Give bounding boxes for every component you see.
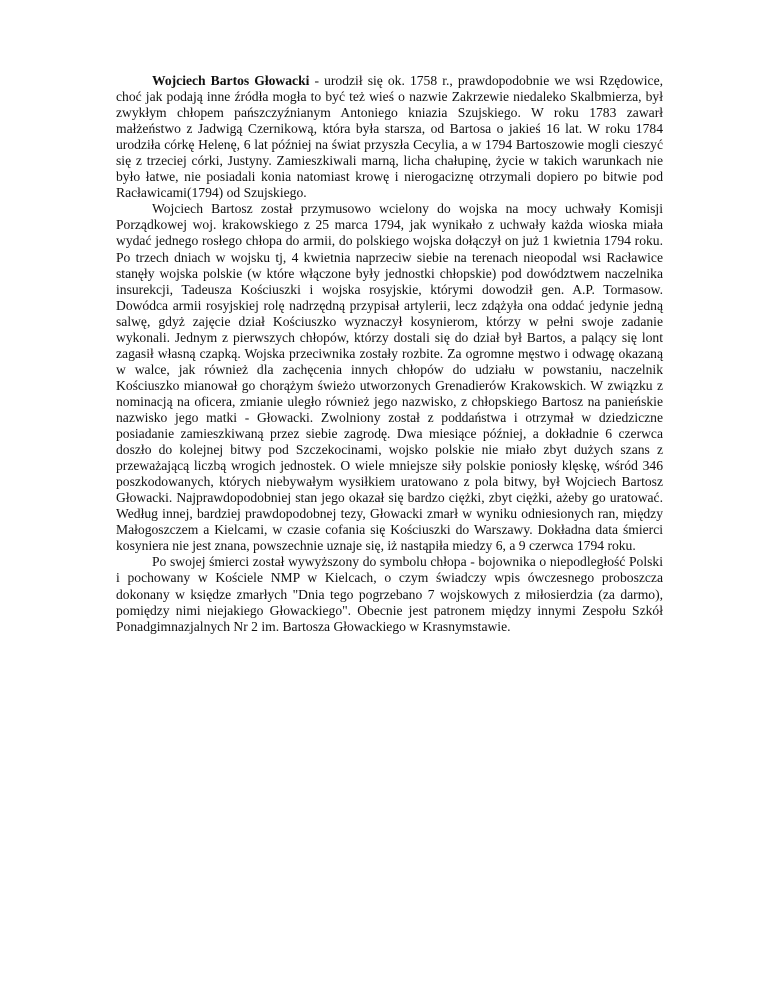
paragraph-2 — [116, 201, 663, 554]
paragraph-3 — [116, 554, 663, 634]
person-name-bold: Wojciech Bartos Głowacki — [152, 73, 310, 88]
paragraph-1-text: - urodził się ok. 1758 r., prawdopodobnie we wsi Rzędowice, choć jak podają inne źródła mogła to być też wieś o nazwie Zakrzewie niedaleko Skalbmierza, był zwykłym chłopem pańszczyźnianym Antoniego kniazia Szujskiego. W roku 1783 zawarł małżeństwo z Jadwigą Czernikową, która była starsza, od Bartosa o jakieś 16 lat. W roku 1784 urodziła córkę Helenę, 6 lat później na świat przyszła Cecylia, a w 1794 Bartoszowie mogli cieszyć się z trzeciej córki, Justyny. Zamieszkiwali marną, licha chałupinę, życie w takich warunkach nie było łatwe, nie posiadali konia natomiast krowę i nierogaciznę otrzymali dopiero po bitwie pod Racławicami(1794) od Szujskiego. — [116, 73, 663, 201]
paragraph-1 — [116, 73, 663, 201]
document-body — [116, 73, 663, 635]
paragraph-2-text: Wojciech Bartosz został przymusowo wcielony do wojska na mocy uchwały Komisji Porządkowej woj. krakowskiego z 25 marca 1794, jak wynikało z uchwały każda wioska miała wydać jednego rosłego chłopa do armii, do polskiego wojska dołączył on już 1 kwietnia 1794 roku. Po trzech dniach w wojsku tj, 4 kwietnia naprzeciw siebie na terenach nieopodal wsi Racławice stanęły wojska polskie (w które włączone były jednostki chłopskie) pod dowództwem naczelnika insurekcji, Tadeusza Kościuszki i wojska rosyjskie, którymi dowodził gen. A.P. Tormasow. Dowódca armii rosyjskiej rolę nadrzędną przypisał artylerii, lecz zdążyła ona oddać jedynie jedną salwę, gdyż zajęcie dział Kościuszko wyznaczył kosynierom, którzy w pełni swoje zadanie wykonali. Jednym z pierwszych chłopów, którzy dostali się do dział był Bartos, a palący się lont zagasił własną czapką. Wojska przeciwnika zostały rozbite. Za ogromne męstwo i odwagę okazaną w walce, jak również dla zachęcenia innych chłopów do udziału w powstaniu, naczelnik Kościuszko mianował go chorążym świeżo utworzonych Grenadierów Krakowskich. W związku z nominacją na oficera, zmianie uległo również jego nazwisko, z chłopskiego Bartosz na panieńskie nazwisko jego matki - Głowacki. Zwolniony został z poddaństwa i otrzymał w dziedziczne posiadanie zamieszkiwaną przez siebie zagrodę. Dwa miesiące później, a dokładnie 6 czerwca doszło do kolejnej bitwy pod Szczekocinami, wojsko polskie nie miało zbyt dużych szans z przeważającą liczbą wrogich jednostek. O wiele mniejsze siły polskie poniosły klęskę, wśród 346 poszkodowanych, których niebywałym wysiłkiem uratowano z pola bitwy, był Wojciech Bartosz Głowacki. Najprawdopodobniej stan jego okazał się bardzo ciężki, zbyt ciężki, ażeby go uratować. Według innej, bardziej prawdopodobnej tezy, Głowacki zmarł w wyniku odniesionych ran, między Małogoszczem a Kielcami, w czasie cofania się Kościuszki do Warszawy. Dokładna data śmierci kosyniera nie jest znana, powszechnie uznaje się, iż nastąpiła miedzy 6, a 9 czerwca 1794 roku. — [116, 201, 663, 554]
paragraph-3-text: Po swojej śmierci został wywyższony do symbolu chłopa - bojownika o niepodległość Polski i pochowany w Kościele NMP w Kielcach, o czym świadczy wpis ówczesnego proboszcza dokonany w księdze zmarłych "Dnia tego pogrzebano 7 wojskowych z miłosierdzia (za darmo), pomiędzy nimi niejakiego Głowackiego". Obecnie jest patronem między innymi Zespołu Szkół Ponadgimnazjalnych Nr 2 im. Bartosza Głowackiego w Krasnymstawie. — [116, 554, 663, 634]
